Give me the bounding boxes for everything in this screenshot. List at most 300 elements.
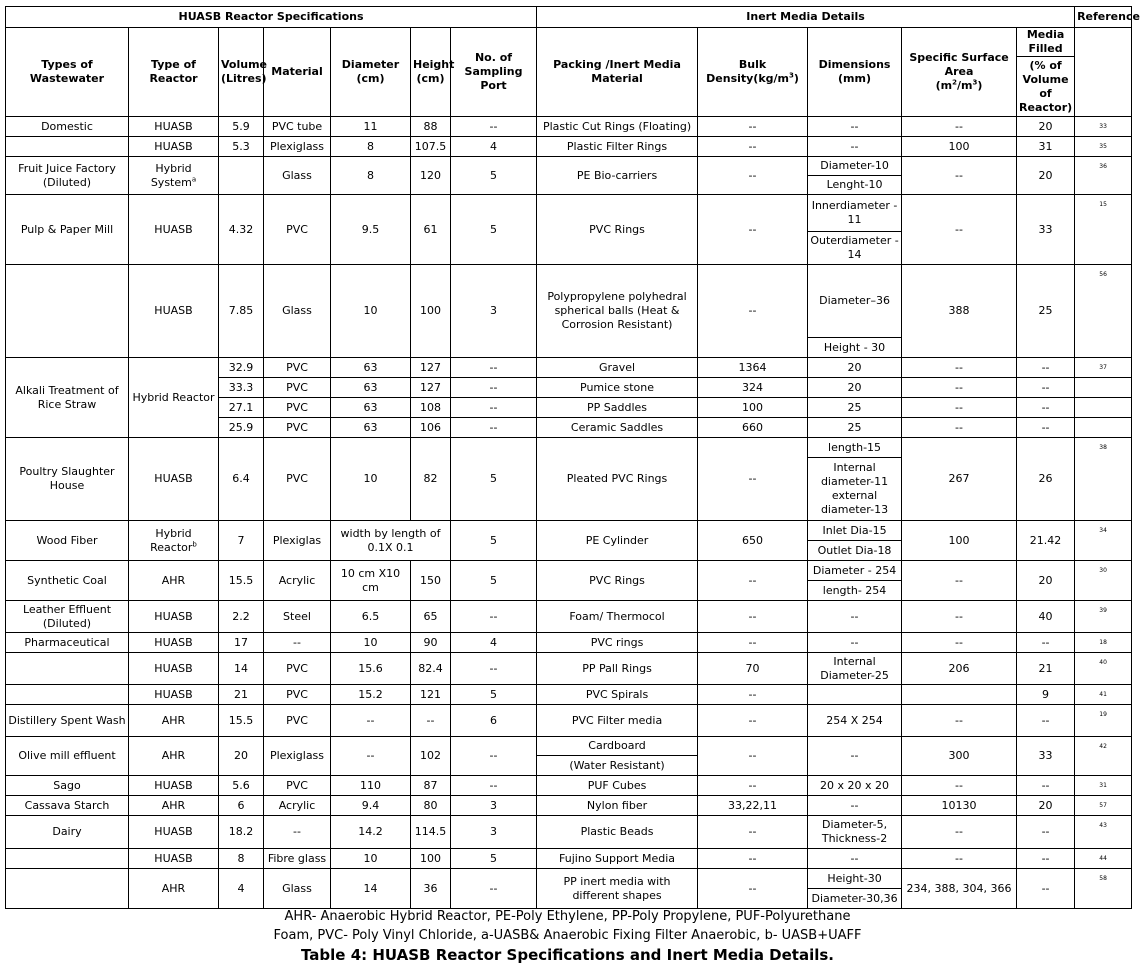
table-row xyxy=(6,633,1132,653)
cell-dimensions: 25 xyxy=(808,398,902,418)
cell-dimensions: length- 254 xyxy=(808,581,902,601)
cell-reactor-type: AHR xyxy=(129,705,219,737)
cell-diameter: 10 cm X10 cm xyxy=(331,561,411,601)
cell-volume: 5.3 xyxy=(219,137,264,157)
header-packing-material: Packing /Inert Media Material xyxy=(537,28,698,117)
cell-media-filled: -- xyxy=(1017,849,1075,869)
cell-wastewater: Synthetic Coal xyxy=(6,561,129,601)
cell-dimensions: Lenght-10 xyxy=(808,176,902,195)
cell-height: 65 xyxy=(411,601,451,633)
cell-bulk-density: -- xyxy=(698,157,808,195)
table-row xyxy=(6,869,1132,889)
cell-diameter: 8 xyxy=(331,137,411,157)
cell-dimensions: 25 xyxy=(808,418,902,438)
cell-reactor-type: Hybrid Reactor$^b$ xyxy=(129,521,219,561)
abbreviations-line-2: Foam, PVC- Poly Vinyl Chloride, a-UASB& Anaerobic Fixing Filter Anaerobic, b- UASB+UAFF xyxy=(273,928,862,943)
cell-wastewater: Alkali Treatment of Rice Straw xyxy=(6,358,129,438)
cell-reactor-type: HUASB xyxy=(129,265,219,358)
cell-diameter: -- xyxy=(331,705,411,737)
cell-material: PVC xyxy=(264,653,331,685)
cell-reference: 58 xyxy=(1075,869,1132,909)
cell-ports: -- xyxy=(451,398,537,418)
cell-diameter-height: width by length of 0.1X 0.1 xyxy=(331,521,451,561)
cell-dimensions: -- xyxy=(808,633,902,653)
cell-dimensions: -- xyxy=(808,117,902,137)
cell-media-filled: 40 xyxy=(1017,601,1075,633)
cell-reactor-type: HUASB xyxy=(129,633,219,653)
cell-dimensions: Diameter-5, Thickness-2 xyxy=(808,816,902,849)
cell-ports: 3 xyxy=(451,816,537,849)
cell-volume: 18.2 xyxy=(219,816,264,849)
cell-material: PVC xyxy=(264,438,331,521)
table-row xyxy=(6,685,1132,705)
cell-packing: Gravel xyxy=(537,358,698,378)
group-header-reference: Reference xyxy=(1075,7,1132,28)
cell-bulk-density: 100 xyxy=(698,398,808,418)
cell-reference: 38 xyxy=(1075,438,1132,521)
cell-ssa: -- xyxy=(902,378,1017,398)
cell-media-filled: -- xyxy=(1017,869,1075,909)
header-diameter: Diameter (cm) xyxy=(331,28,411,117)
cell-volume: 7 xyxy=(219,521,264,561)
cell-ssa: -- xyxy=(902,849,1017,869)
cell-packing: Plastic Filter Rings xyxy=(537,137,698,157)
cell-reference: 43 xyxy=(1075,816,1132,849)
table-row xyxy=(6,195,1132,232)
table-row xyxy=(6,265,1132,338)
cell-volume: 27.1 xyxy=(219,398,264,418)
cell-dimensions: 20 x 20 x 20 xyxy=(808,776,902,796)
cell-dimensions: Diameter - 254 xyxy=(808,561,902,581)
cell-bulk-density: -- xyxy=(698,265,808,358)
cell-reference: 31 xyxy=(1075,776,1132,796)
cell-material: Plexiglass xyxy=(264,737,331,776)
cell-material: Glass xyxy=(264,157,331,195)
table-row xyxy=(6,705,1132,737)
cell-reactor-type: HUASB xyxy=(129,137,219,157)
header-reactor-type: Type of Reactor xyxy=(129,28,219,117)
cell-packing: Plastic Beads xyxy=(537,816,698,849)
table-row xyxy=(6,796,1132,816)
table-row xyxy=(6,816,1132,849)
group-header-inert-media: Inert Media Details xyxy=(537,7,1075,28)
cell-ports: -- xyxy=(451,358,537,378)
cell-volume: 4 xyxy=(219,869,264,909)
table-row xyxy=(6,601,1132,633)
cell-reference xyxy=(1075,378,1132,398)
cell-ssa: -- xyxy=(902,705,1017,737)
reactor-spec-table xyxy=(5,6,1140,909)
cell-media-filled: 20 xyxy=(1017,796,1075,816)
cell-packing: (Water Resistant) xyxy=(537,756,698,776)
cell-reactor-type: HUASB xyxy=(129,117,219,137)
cell-diameter: 63 xyxy=(331,378,411,398)
cell-volume: 17 xyxy=(219,633,264,653)
cell-volume: 4.32 xyxy=(219,195,264,265)
cell-packing: Cardboard xyxy=(537,737,698,756)
cell-media-filled: -- xyxy=(1017,705,1075,737)
cell-packing: PVC rings xyxy=(537,633,698,653)
cell-volume: 25.9 xyxy=(219,418,264,438)
header-volume: Volume (Litres) xyxy=(219,28,264,117)
cell-dimensions: -- xyxy=(808,796,902,816)
cell-ports: -- xyxy=(451,653,537,685)
cell-wastewater xyxy=(6,265,129,358)
cell-packing: Plastic Cut Rings (Floating) xyxy=(537,117,698,137)
cell-material: Glass xyxy=(264,265,331,358)
cell-volume: 6.4 xyxy=(219,438,264,521)
cell-packing: PVC Filter media xyxy=(537,705,698,737)
cell-ssa: -- xyxy=(902,358,1017,378)
cell-wastewater: Sago xyxy=(6,776,129,796)
cell-packing: PP inert media with different shapes xyxy=(537,869,698,909)
cell-dimensions: Outerdiameter - 14 xyxy=(808,232,902,265)
cell-wastewater xyxy=(6,869,129,909)
cell-ports: -- xyxy=(451,418,537,438)
cell-ports: -- xyxy=(451,601,537,633)
cell-media-filled: -- xyxy=(1017,776,1075,796)
cell-reactor-type: HUASB xyxy=(129,816,219,849)
cell-media-filled: -- xyxy=(1017,398,1075,418)
cell-wastewater: Leather Effluent (Diluted) xyxy=(6,601,129,633)
cell-reactor-type: AHR xyxy=(129,561,219,601)
cell-packing: Ceramic Saddles xyxy=(537,418,698,438)
cell-reactor-type: HUASB xyxy=(129,653,219,685)
cell-height: 150 xyxy=(411,561,451,601)
cell-ports: 3 xyxy=(451,796,537,816)
cell-bulk-density: 70 xyxy=(698,653,808,685)
cell-media-filled: 20 xyxy=(1017,561,1075,601)
cell-ports: 5 xyxy=(451,195,537,265)
cell-dimensions: Height-30 xyxy=(808,869,902,889)
cell-reference xyxy=(1075,398,1132,418)
cell-packing: PVC Rings xyxy=(537,195,698,265)
cell-ports: -- xyxy=(451,378,537,398)
cell-packing: PVC Rings xyxy=(537,561,698,601)
cell-dimensions: Outlet Dia-18 xyxy=(808,541,902,561)
cell-material: Plexiglass xyxy=(264,137,331,157)
cell-media-filled: -- xyxy=(1017,358,1075,378)
cell-diameter: 15.2 xyxy=(331,685,411,705)
cell-diameter: 10 xyxy=(331,438,411,521)
cell-dimensions: Diameter-30,36 xyxy=(808,889,902,909)
cell-volume: 21 xyxy=(219,685,264,705)
cell-reference: 44 xyxy=(1075,849,1132,869)
cell-reference: 42 xyxy=(1075,737,1132,776)
cell-height: -- xyxy=(411,705,451,737)
cell-height: 61 xyxy=(411,195,451,265)
cell-wastewater: Fruit Juice Factory (Diluted) xyxy=(6,157,129,195)
cell-volume: 14 xyxy=(219,653,264,685)
cell-reference: 39 xyxy=(1075,601,1132,633)
cell-bulk-density: -- xyxy=(698,438,808,521)
cell-diameter: 14.2 xyxy=(331,816,411,849)
cell-media-filled: 9 xyxy=(1017,685,1075,705)
cell-ports: 6 xyxy=(451,705,537,737)
header-specific-surface-area: Specific Surface Area $(m^2/m^3)$ xyxy=(902,28,1017,117)
cell-diameter: 8 xyxy=(331,157,411,195)
cell-diameter: 6.5 xyxy=(331,601,411,633)
cell-ssa: -- xyxy=(902,398,1017,418)
cell-material: Steel xyxy=(264,601,331,633)
cell-wastewater: Olive mill effluent xyxy=(6,737,129,776)
cell-reactor-type: Hybrid Reactor xyxy=(129,358,219,438)
cell-bulk-density: -- xyxy=(698,869,808,909)
cell-reference: 37 xyxy=(1075,358,1132,378)
cell-bulk-density: -- xyxy=(698,561,808,601)
cell-packing: Fujino Support Media xyxy=(537,849,698,869)
cell-diameter: 15.6 xyxy=(331,653,411,685)
cell-material: Acrylic xyxy=(264,796,331,816)
cell-ports: 5 xyxy=(451,685,537,705)
cell-ports: 5 xyxy=(451,438,537,521)
cell-volume: 2.2 xyxy=(219,601,264,633)
cell-material: Plexiglas xyxy=(264,521,331,561)
cell-reference: 56 xyxy=(1075,265,1132,358)
cell-reactor-type: AHR xyxy=(129,737,219,776)
cell-packing: PP Saddles xyxy=(537,398,698,418)
cell-dimensions: Internal diameter-11 external diameter-13 xyxy=(808,458,902,521)
cell-bulk-density: -- xyxy=(698,601,808,633)
cell-height: 120 xyxy=(411,157,451,195)
cell-diameter: 63 xyxy=(331,358,411,378)
cell-height: 82.4 xyxy=(411,653,451,685)
cell-dimensions: -- xyxy=(808,737,902,776)
cell-volume: 7.85 xyxy=(219,265,264,358)
cell-reactor-type: HUASB xyxy=(129,601,219,633)
cell-material: Acrylic xyxy=(264,561,331,601)
cell-wastewater xyxy=(6,849,129,869)
cell-height: 88 xyxy=(411,117,451,137)
cell-diameter: 11 xyxy=(331,117,411,137)
cell-wastewater xyxy=(6,685,129,705)
cell-dimensions: -- xyxy=(808,849,902,869)
table-row xyxy=(6,117,1132,137)
cell-ports: -- xyxy=(451,117,537,137)
cell-ssa: -- xyxy=(902,633,1017,653)
cell-reactor-type: HUASB xyxy=(129,438,219,521)
cell-dimensions: -- xyxy=(808,601,902,633)
cell-bulk-density: -- xyxy=(698,705,808,737)
cell-wastewater xyxy=(6,653,129,685)
cell-material: PVC xyxy=(264,195,331,265)
cell-reference: 18 xyxy=(1075,633,1132,653)
cell-diameter: 9.5 xyxy=(331,195,411,265)
cell-media-filled: -- xyxy=(1017,378,1075,398)
cell-bulk-density: -- xyxy=(698,195,808,265)
cell-material: Fibre glass xyxy=(264,849,331,869)
cell-height: 127 xyxy=(411,378,451,398)
cell-ssa: 388 xyxy=(902,265,1017,358)
cell-dimensions: Height - 30 xyxy=(808,338,902,358)
cell-media-filled: 33 xyxy=(1017,195,1075,265)
cell-dimensions: Innerdiameter - 11 xyxy=(808,195,902,232)
cell-bulk-density: 324 xyxy=(698,378,808,398)
table-row xyxy=(6,849,1132,869)
group-header-huasb: HUASB Reactor Specifications xyxy=(6,7,537,28)
cell-bulk-density: 660 xyxy=(698,418,808,438)
cell-wastewater: Poultry Slaughter House xyxy=(6,438,129,521)
cell-media-filled: -- xyxy=(1017,816,1075,849)
cell-reference: 41 xyxy=(1075,685,1132,705)
header-material: Material xyxy=(264,28,331,117)
cell-volume: 8 xyxy=(219,849,264,869)
cell-ports: 5 xyxy=(451,521,537,561)
cell-dimensions: 20 xyxy=(808,358,902,378)
cell-media-filled: 31 xyxy=(1017,137,1075,157)
cell-reference: 30 xyxy=(1075,561,1132,601)
cell-reactor-type: Hybrid System$^a$ xyxy=(129,157,219,195)
cell-reference: 33 xyxy=(1075,117,1132,137)
cell-height: 82 xyxy=(411,438,451,521)
header-media-filled-sub: (% of Volume of Reactor) xyxy=(1017,57,1075,117)
cell-height: 108 xyxy=(411,398,451,418)
header-height: Height (cm) xyxy=(411,28,451,117)
cell-material: PVC xyxy=(264,705,331,737)
cell-wastewater xyxy=(6,137,129,157)
cell-dimensions: Diameter–36 xyxy=(808,265,902,338)
cell-media-filled: 20 xyxy=(1017,117,1075,137)
cell-reference: 40 xyxy=(1075,653,1132,685)
table-row xyxy=(6,358,1132,378)
cell-diameter: 63 xyxy=(331,398,411,418)
table-row xyxy=(6,438,1132,458)
cell-packing: Pleated PVC Rings xyxy=(537,438,698,521)
cell-ssa: -- xyxy=(902,117,1017,137)
header-wastewater: Types of Wastewater xyxy=(6,28,129,117)
cell-material: Glass xyxy=(264,869,331,909)
cell-diameter: 110 xyxy=(331,776,411,796)
cell-wastewater: Domestic xyxy=(6,117,129,137)
cell-diameter: 63 xyxy=(331,418,411,438)
cell-ssa: 10130 xyxy=(902,796,1017,816)
cell-bulk-density: -- xyxy=(698,117,808,137)
cell-ssa: 100 xyxy=(902,137,1017,157)
cell-bulk-density: -- xyxy=(698,816,808,849)
cell-packing: Pumice stone xyxy=(537,378,698,398)
table-row xyxy=(6,737,1132,756)
cell-bulk-density: -- xyxy=(698,776,808,796)
cell-ports: -- xyxy=(451,737,537,776)
table-caption: Table 4: HUASB Reactor Specifications and Inert Media Details. xyxy=(301,946,834,964)
cell-bulk-density: -- xyxy=(698,685,808,705)
cell-wastewater: Distillery Spent Wash xyxy=(6,705,129,737)
cell-dimensions: Internal Diameter-25 xyxy=(808,653,902,685)
cell-ports: 4 xyxy=(451,633,537,653)
cell-diameter: -- xyxy=(331,737,411,776)
cell-packing: Polypropylene polyhedral spherical balls (Heat & Corrosion Resistant) xyxy=(537,265,698,358)
cell-height: 107.5 xyxy=(411,137,451,157)
cell-ports: -- xyxy=(451,869,537,909)
cell-reactor-type: HUASB xyxy=(129,685,219,705)
cell-bulk-density: 1364 xyxy=(698,358,808,378)
cell-bulk-density: -- xyxy=(698,137,808,157)
cell-ports: -- xyxy=(451,776,537,796)
cell-reference: 36 xyxy=(1075,157,1132,195)
table-row xyxy=(6,776,1132,796)
cell-volume: 5.9 xyxy=(219,117,264,137)
cell-height: 127 xyxy=(411,358,451,378)
cell-reactor-type: AHR xyxy=(129,796,219,816)
table-row xyxy=(6,157,1132,176)
cell-wastewater: Pharmaceutical xyxy=(6,633,129,653)
cell-ssa: -- xyxy=(902,816,1017,849)
cell-wastewater: Cassava Starch xyxy=(6,796,129,816)
cell-media-filled: 25 xyxy=(1017,265,1075,358)
cell-packing: PUF Cubes xyxy=(537,776,698,796)
cell-ports: 5 xyxy=(451,849,537,869)
cell-ports: 5 xyxy=(451,561,537,601)
cell-packing: PE Bio-carriers xyxy=(537,157,698,195)
cell-wastewater: Wood Fiber xyxy=(6,521,129,561)
cell-height: 102 xyxy=(411,737,451,776)
cell-wastewater: Pulp & Paper Mill xyxy=(6,195,129,265)
cell-height: 121 xyxy=(411,685,451,705)
cell-ssa: -- xyxy=(902,561,1017,601)
cell-ports: 4 xyxy=(451,137,537,157)
cell-material: PVC xyxy=(264,378,331,398)
cell-dimensions: length-15 xyxy=(808,438,902,458)
cell-reference: 15 xyxy=(1075,195,1132,265)
cell-height: 100 xyxy=(411,265,451,358)
header-sampling-ports: No. of Sampling Port xyxy=(451,28,537,117)
cell-media-filled: -- xyxy=(1017,418,1075,438)
cell-volume: 20 xyxy=(219,737,264,776)
cell-packing: PP Pall Rings xyxy=(537,653,698,685)
cell-packing: Foam/ Thermocol xyxy=(537,601,698,633)
cell-bulk-density: -- xyxy=(698,633,808,653)
cell-reference xyxy=(1075,418,1132,438)
cell-packing: Nylon fiber xyxy=(537,796,698,816)
cell-dimensions: Diameter-10 xyxy=(808,157,902,176)
cell-ports: 5 xyxy=(451,157,537,195)
cell-height: 36 xyxy=(411,869,451,909)
cell-media-filled: 21 xyxy=(1017,653,1075,685)
cell-reference: 35 xyxy=(1075,137,1132,157)
cell-reference: 19 xyxy=(1075,705,1132,737)
cell-reactor-type: HUASB xyxy=(129,849,219,869)
cell-volume: 5.6 xyxy=(219,776,264,796)
cell-diameter: 10 xyxy=(331,265,411,358)
cell-height: 90 xyxy=(411,633,451,653)
cell-ssa: 206 xyxy=(902,653,1017,685)
cell-wastewater: Dairy xyxy=(6,816,129,849)
cell-ssa: 267 xyxy=(902,438,1017,521)
cell-dimensions: 254 X 254 xyxy=(808,705,902,737)
cell-media-filled: 33 xyxy=(1017,737,1075,776)
cell-height: 114.5 xyxy=(411,816,451,849)
table-row xyxy=(6,653,1132,685)
cell-packing: PVC Spirals xyxy=(537,685,698,705)
cell-height: 87 xyxy=(411,776,451,796)
header-dimensions: Dimensions (mm) xyxy=(808,28,902,117)
cell-bulk-density: 650 xyxy=(698,521,808,561)
cell-height: 100 xyxy=(411,849,451,869)
cell-volume: 15.5 xyxy=(219,561,264,601)
cell-reference: 34 xyxy=(1075,521,1132,561)
cell-volume: 32.9 xyxy=(219,358,264,378)
cell-ssa: -- xyxy=(902,157,1017,195)
cell-ssa: 234, 388, 304, 366 xyxy=(902,869,1017,909)
cell-media-filled: -- xyxy=(1017,633,1075,653)
cell-diameter: 10 xyxy=(331,633,411,653)
cell-media-filled: 21.42 xyxy=(1017,521,1075,561)
cell-bulk-density: -- xyxy=(698,849,808,869)
cell-dimensions: 20 xyxy=(808,378,902,398)
header-bulk-density: Bulk $Density(kg/m^3)$ xyxy=(698,28,808,117)
cell-volume: 15.5 xyxy=(219,705,264,737)
cell-material: -- xyxy=(264,633,331,653)
